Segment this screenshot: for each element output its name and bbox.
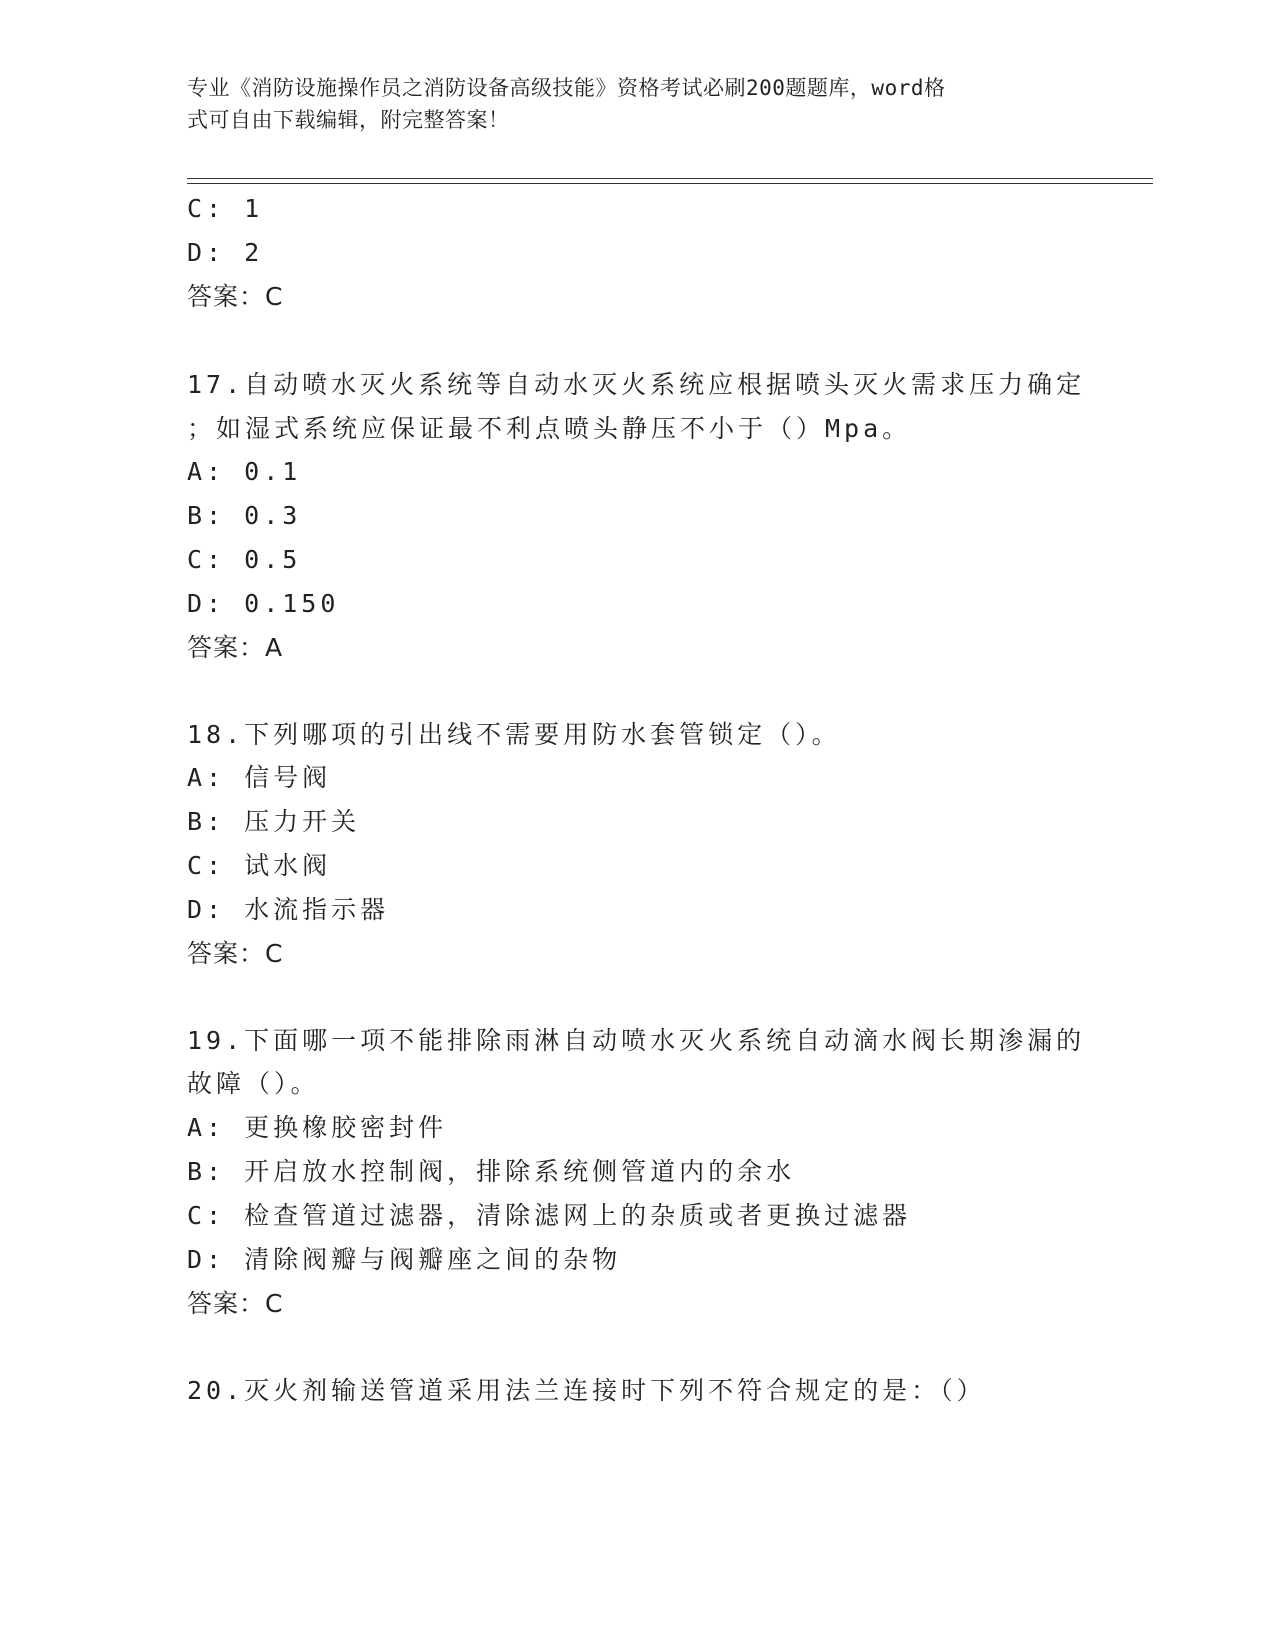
q19-option-c: C: 检查管道过滤器，清除滤网上的杂质或者更换过滤器 bbox=[187, 1201, 912, 1230]
document-header bbox=[187, 72, 1087, 136]
q20-stem-line-1: 20.灭火剂输送管道采用法兰连接时下列不符合规定的是：（） bbox=[187, 1376, 986, 1405]
q17-option-b: B: 0.3 bbox=[187, 501, 302, 530]
q19-option-d: D: 清除阀瓣与阀瓣座之间的杂物 bbox=[187, 1245, 622, 1274]
q19-option-a: A: 更换橡胶密封件 bbox=[187, 1113, 448, 1142]
q19-option-b: B: 开启放水控制阀，排除系统侧管道内的余水 bbox=[187, 1157, 796, 1186]
header-line-1: 专业《消防设施操作员之消防设备高级技能》资格考试必刷200题题库，word格 bbox=[187, 76, 946, 100]
q17-answer: 答案：A bbox=[187, 633, 284, 662]
q19-stem-line-1: 19.下面哪一项不能排除雨淋自动喷水灭火系统自动滴水阀长期渗漏的 bbox=[187, 1026, 1086, 1055]
q16-option-d: D: 2 bbox=[187, 238, 264, 267]
header-divider-bottom bbox=[187, 183, 1153, 184]
q19-stem-line-2: 故障（）。 bbox=[187, 1069, 320, 1098]
q17-stem-line-1: 17.自动喷水灭火系统等自动水灭火系统应根据喷头灭火需求压力确定 bbox=[187, 370, 1086, 399]
q17-option-d: D: 0.150 bbox=[187, 589, 340, 618]
header-line-2: 式可自由下载编辑，附完整答案！ bbox=[187, 108, 510, 132]
q16-option-c: C: 1 bbox=[187, 194, 264, 223]
q18-answer: 答案：C bbox=[187, 939, 284, 968]
q17-stem-line-2: ；如湿式系统应保证最不利点喷头静压不小于（）Mpa。 bbox=[187, 414, 912, 443]
q19-answer: 答案：C bbox=[187, 1289, 284, 1318]
q18-option-d: D: 水流指示器 bbox=[187, 895, 390, 924]
q18-stem-line-1: 18.下列哪项的引出线不需要用防水套管锁定（）。 bbox=[187, 720, 841, 749]
q18-option-b: B: 压力开关 bbox=[187, 807, 361, 836]
q17-option-a: A: 0.1 bbox=[187, 457, 302, 486]
q16-answer: 答案：C bbox=[187, 282, 284, 311]
header-divider-top bbox=[187, 178, 1153, 179]
q18-option-a: A: 信号阀 bbox=[187, 763, 332, 792]
q17-option-c: C: 0.5 bbox=[187, 545, 302, 574]
q18-option-c: C: 试水阀 bbox=[187, 851, 332, 880]
